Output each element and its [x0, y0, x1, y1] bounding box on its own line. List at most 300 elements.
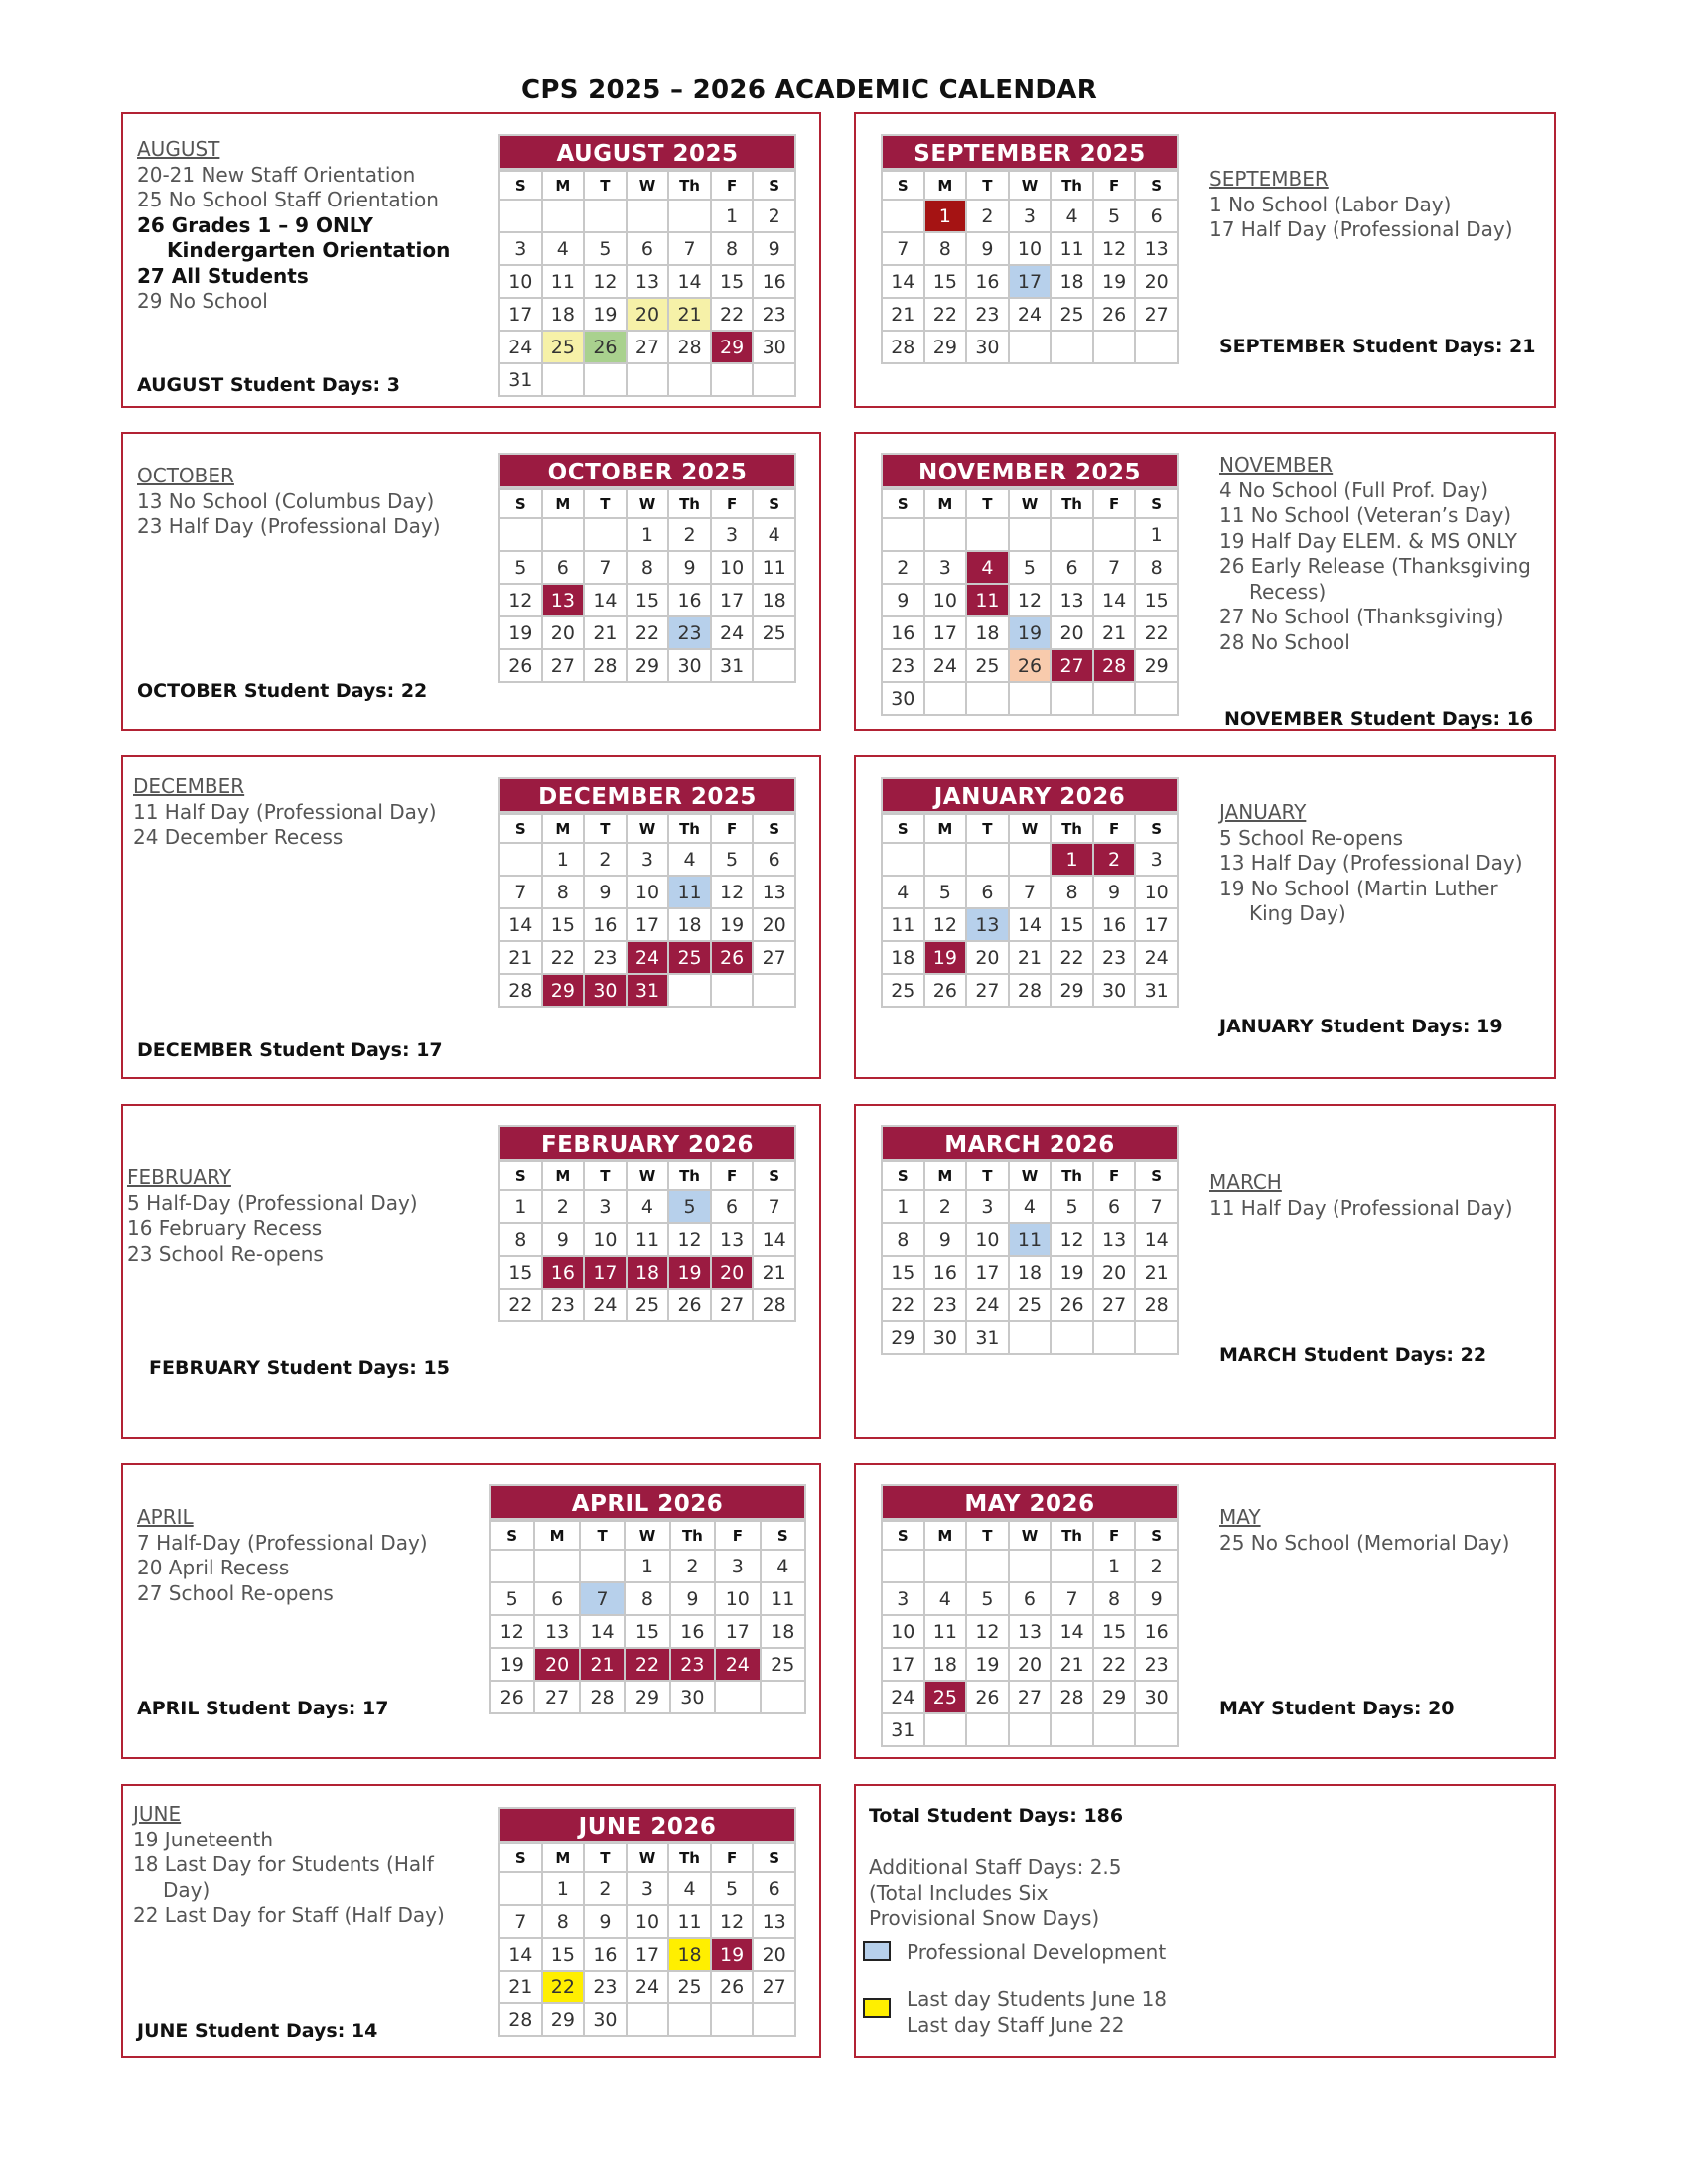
calendar-day-31: 31 — [627, 974, 669, 1007]
calendar-day-8: 8 — [1093, 1582, 1136, 1615]
calendar-day-16: 16 — [584, 1938, 627, 1971]
calendar-empty-cell — [882, 843, 924, 876]
calendar-day-24: 24 — [966, 1289, 1009, 1321]
calendar-week-row — [499, 1289, 795, 1321]
calendar-day-11: 11 — [924, 1615, 967, 1648]
calendar-week-row — [882, 200, 1178, 232]
calendar-day-16: 16 — [668, 584, 711, 616]
calendar-day-3: 3 — [1009, 200, 1052, 232]
calendar-day-20: 20 — [1135, 265, 1178, 298]
student-days-june: JUNE Student Days: 14 — [137, 2020, 378, 2042]
calendar-day-9: 9 — [584, 1905, 627, 1938]
calendar-day-28: 28 — [584, 649, 627, 682]
calendar-day-12: 12 — [1009, 584, 1052, 616]
weekday-label: S — [499, 1843, 542, 1872]
calendar-day-4: 4 — [668, 843, 711, 876]
calendar-week-row — [499, 974, 795, 1007]
calendar-day-22: 22 — [627, 616, 669, 649]
weekday-label: W — [1009, 171, 1052, 200]
calendar-day-5: 5 — [490, 1582, 534, 1615]
calendar-day-12: 12 — [924, 908, 967, 941]
calendar-day-11: 11 — [1009, 1223, 1052, 1256]
calendar-day-24: 24 — [584, 1289, 627, 1321]
month-note-line: 18 Last Day for Students (Half — [133, 1852, 434, 1876]
notes-may — [1219, 1505, 1509, 1556]
weekday-label: S — [753, 1843, 795, 1872]
legend-professional-swatch — [863, 1941, 891, 1961]
calendar-day-23: 23 — [668, 616, 711, 649]
calendar-day-14: 14 — [1093, 584, 1136, 616]
month-note-line: 7 Half-Day (Professional Day) — [137, 1530, 428, 1555]
calendar-day-6: 6 — [1135, 200, 1178, 232]
calendar-week-row — [499, 1905, 795, 1938]
calendar-day-13: 13 — [1051, 584, 1093, 616]
calendar-day-8: 8 — [882, 1223, 924, 1256]
calendar-day-10: 10 — [882, 1615, 924, 1648]
calendar-day-9: 9 — [924, 1223, 967, 1256]
calendar-day-18: 18 — [761, 1615, 805, 1648]
calendar-month-header: APRIL 2026 — [489, 1484, 806, 1520]
calendar-week-row — [882, 298, 1178, 331]
calendar-day-25: 25 — [924, 1681, 967, 1713]
calendar-day-15: 15 — [499, 1256, 542, 1289]
calendar-grid — [498, 813, 796, 1008]
calendar-week-row — [499, 649, 795, 682]
weekday-label: T — [580, 1521, 625, 1550]
calendar-day-24: 24 — [627, 941, 669, 974]
calendar-day-26: 26 — [1093, 298, 1136, 331]
calendar-day-17: 17 — [711, 584, 754, 616]
month-note-line: 27 School Re-opens — [137, 1580, 334, 1605]
calendar-day-23: 23 — [584, 1971, 627, 2003]
calendar-week-row — [490, 1582, 805, 1615]
weekday-label: F — [711, 1161, 754, 1190]
calendar-may — [881, 1484, 1179, 1747]
month-note-line: 23 Half Day (Professional Day) — [137, 514, 441, 538]
calendar-day-23: 23 — [670, 1648, 715, 1681]
calendar-day-30: 30 — [882, 682, 924, 715]
calendar-day-15: 15 — [711, 265, 754, 298]
calendar-grid — [498, 170, 796, 397]
calendar-month-header: OCTOBER 2025 — [498, 453, 796, 488]
weekday-label: F — [1093, 489, 1136, 518]
calendar-day-24: 24 — [1009, 298, 1052, 331]
calendar-day-19: 19 — [1093, 265, 1136, 298]
calendar-day-4: 4 — [924, 1582, 967, 1615]
calendar-week-row — [882, 616, 1178, 649]
calendar-day-13: 13 — [753, 1905, 795, 1938]
calendar-week-row — [882, 551, 1178, 584]
calendar-day-22: 22 — [499, 1289, 542, 1321]
calendar-day-30: 30 — [1093, 974, 1136, 1007]
calendar-day-29: 29 — [711, 331, 754, 363]
calendar-day-2: 2 — [542, 1190, 585, 1223]
calendar-day-9: 9 — [668, 551, 711, 584]
notes-december — [133, 774, 437, 851]
calendar-day-5: 5 — [966, 1582, 1009, 1615]
calendar-week-row — [882, 908, 1178, 941]
calendar-day-7: 7 — [753, 1190, 795, 1223]
calendar-day-14: 14 — [882, 265, 924, 298]
calendar-day-1: 1 — [627, 518, 669, 551]
calendar-day-4: 4 — [627, 1190, 669, 1223]
month-notes-heading: AUGUST — [137, 137, 220, 161]
calendar-day-1: 1 — [882, 1190, 924, 1223]
calendar-day-26: 26 — [584, 331, 627, 363]
calendar-day-17: 17 — [499, 298, 542, 331]
calendar-day-25: 25 — [1051, 298, 1093, 331]
calendar-day-24: 24 — [1135, 941, 1178, 974]
calendar-day-6: 6 — [753, 843, 795, 876]
weekday-label: S — [499, 489, 542, 518]
month-note-line: 29 No School — [137, 289, 268, 313]
calendar-week-row — [490, 1550, 805, 1582]
calendar-day-15: 15 — [924, 265, 967, 298]
calendar-day-17: 17 — [966, 1256, 1009, 1289]
calendar-day-17: 17 — [1009, 265, 1052, 298]
calendar-day-26: 26 — [499, 649, 542, 682]
calendar-day-29: 29 — [1093, 1681, 1136, 1713]
month-note-line: 5 Half-Day (Professional Day) — [127, 1190, 418, 1215]
weekday-label: T — [584, 171, 627, 200]
calendar-day-23: 23 — [542, 1289, 585, 1321]
calendar-week-row — [499, 232, 795, 265]
weekday-label: F — [711, 814, 754, 843]
calendar-day-21: 21 — [1051, 1648, 1093, 1681]
weekday-label: S — [753, 814, 795, 843]
calendar-march — [881, 1125, 1179, 1355]
calendar-day-28: 28 — [753, 1289, 795, 1321]
calendar-day-3: 3 — [499, 232, 542, 265]
calendar-day-12: 12 — [668, 1223, 711, 1256]
weekday-label: Th — [1051, 489, 1093, 518]
calendar-week-row — [499, 584, 795, 616]
calendar-day-20: 20 — [753, 1938, 795, 1971]
month-note-line: 19 No School (Martin Luther — [1219, 876, 1498, 900]
calendar-grid — [881, 488, 1179, 716]
calendar-empty-cell — [924, 682, 967, 715]
calendar-day-9: 9 — [670, 1582, 715, 1615]
calendar-week-row — [882, 649, 1178, 682]
calendar-day-30: 30 — [924, 1321, 967, 1354]
calendar-day-7: 7 — [882, 232, 924, 265]
month-note-line: 25 No School Staff Orientation — [137, 188, 439, 211]
calendar-grid — [881, 170, 1179, 364]
calendar-day-14: 14 — [499, 1938, 542, 1971]
calendar-day-5: 5 — [711, 843, 754, 876]
calendar-day-13: 13 — [753, 876, 795, 908]
calendar-day-25: 25 — [753, 616, 795, 649]
calendar-day-10: 10 — [627, 876, 669, 908]
calendar-day-21: 21 — [668, 298, 711, 331]
calendar-day-26: 26 — [966, 1681, 1009, 1713]
calendar-day-18: 18 — [924, 1648, 967, 1681]
student-days-may: MAY Student Days: 20 — [1219, 1698, 1455, 1719]
calendar-week-row — [499, 2003, 795, 2036]
calendar-week-row — [499, 876, 795, 908]
calendar-day-25: 25 — [1009, 1289, 1052, 1321]
weekday-label: S — [490, 1521, 534, 1550]
calendar-day-9: 9 — [1135, 1582, 1178, 1615]
calendar-day-22: 22 — [924, 298, 967, 331]
calendar-week-row — [499, 1223, 795, 1256]
calendar-day-28: 28 — [1135, 1289, 1178, 1321]
calendar-empty-cell — [542, 363, 585, 396]
calendar-week-row — [499, 1971, 795, 2003]
calendar-day-22: 22 — [542, 1971, 585, 2003]
calendar-day-14: 14 — [1051, 1615, 1093, 1648]
calendar-week-row — [499, 265, 795, 298]
month-note-line: 28 No School — [1219, 629, 1350, 654]
calendar-day-24: 24 — [882, 1681, 924, 1713]
calendar-empty-cell — [584, 363, 627, 396]
calendar-day-2: 2 — [924, 1190, 967, 1223]
calendar-day-30: 30 — [584, 974, 627, 1007]
calendar-day-30: 30 — [1135, 1681, 1178, 1713]
calendar-day-14: 14 — [499, 908, 542, 941]
calendar-day-13: 13 — [1009, 1615, 1052, 1648]
calendar-empty-cell — [668, 363, 711, 396]
calendar-day-16: 16 — [1093, 908, 1136, 941]
calendar-day-6: 6 — [753, 1872, 795, 1905]
calendar-day-6: 6 — [534, 1582, 579, 1615]
calendar-empty-cell — [1051, 331, 1093, 363]
calendar-day-29: 29 — [924, 331, 967, 363]
calendar-day-3: 3 — [715, 1550, 760, 1582]
calendar-day-22: 22 — [542, 941, 585, 974]
weekday-label: F — [1093, 1521, 1136, 1550]
calendar-day-13: 13 — [534, 1615, 579, 1648]
calendar-day-7: 7 — [499, 1905, 542, 1938]
calendar-day-20: 20 — [966, 941, 1009, 974]
calendar-day-4: 4 — [1009, 1190, 1052, 1223]
calendar-day-25: 25 — [668, 941, 711, 974]
calendar-day-19: 19 — [668, 1256, 711, 1289]
calendar-day-15: 15 — [882, 1256, 924, 1289]
calendar-day-16: 16 — [924, 1256, 967, 1289]
student-days-october: OCTOBER Student Days: 22 — [137, 680, 428, 702]
calendar-day-27: 27 — [1009, 1681, 1052, 1713]
calendar-day-31: 31 — [882, 1713, 924, 1746]
legend-professional-label: Professional Development — [907, 1940, 1167, 1964]
calendar-day-2: 2 — [966, 200, 1009, 232]
calendar-day-22: 22 — [882, 1289, 924, 1321]
calendar-week-row — [882, 518, 1178, 551]
legend-last-day-line-2: Last day Staff June 22 — [907, 2012, 1125, 2037]
calendar-week-row — [499, 1190, 795, 1223]
notes-october — [137, 464, 441, 540]
weekday-label: W — [627, 814, 669, 843]
calendar-day-2: 2 — [882, 551, 924, 584]
calendar-day-17: 17 — [584, 1256, 627, 1289]
weekday-label: M — [542, 814, 585, 843]
calendar-day-29: 29 — [542, 974, 585, 1007]
calendar-day-18: 18 — [753, 584, 795, 616]
calendar-day-5: 5 — [1093, 200, 1136, 232]
calendar-empty-cell — [668, 200, 711, 232]
calendar-empty-cell — [1051, 682, 1093, 715]
notes-november — [1219, 453, 1531, 655]
weekday-label: S — [753, 489, 795, 518]
calendar-day-3: 3 — [627, 1872, 669, 1905]
calendar-month-header: AUGUST 2025 — [498, 134, 796, 170]
calendar-day-18: 18 — [1009, 1256, 1052, 1289]
calendar-day-15: 15 — [1093, 1615, 1136, 1648]
calendar-day-13: 13 — [542, 584, 585, 616]
month-notes-heading: APRIL — [137, 1505, 194, 1529]
calendar-day-22: 22 — [1051, 941, 1093, 974]
calendar-empty-cell — [924, 1550, 967, 1582]
weekday-label: M — [924, 814, 967, 843]
calendar-day-10: 10 — [1135, 876, 1178, 908]
calendar-day-24: 24 — [499, 331, 542, 363]
month-note-line: 27 All Students — [137, 263, 309, 288]
calendar-day-13: 13 — [627, 265, 669, 298]
weekday-label: S — [761, 1521, 805, 1550]
calendar-day-19: 19 — [499, 616, 542, 649]
calendar-empty-cell — [1093, 518, 1136, 551]
weekday-label: M — [924, 489, 967, 518]
month-note-line: 4 No School (Full Prof. Day) — [1219, 478, 1489, 502]
calendar-day-19: 19 — [490, 1648, 534, 1681]
calendar-empty-cell — [966, 1713, 1009, 1746]
calendar-day-28: 28 — [1093, 649, 1136, 682]
calendar-day-5: 5 — [668, 1190, 711, 1223]
calendar-day-8: 8 — [542, 1905, 585, 1938]
calendar-day-2: 2 — [668, 518, 711, 551]
calendar-day-10: 10 — [499, 265, 542, 298]
calendar-day-20: 20 — [542, 616, 585, 649]
calendar-day-8: 8 — [499, 1223, 542, 1256]
calendar-grid — [489, 1520, 806, 1714]
calendar-week-row — [499, 551, 795, 584]
calendar-day-14: 14 — [584, 584, 627, 616]
calendar-day-18: 18 — [627, 1256, 669, 1289]
calendar-day-17: 17 — [627, 908, 669, 941]
calendar-day-30: 30 — [670, 1681, 715, 1713]
calendar-week-row — [499, 908, 795, 941]
calendar-day-21: 21 — [882, 298, 924, 331]
calendar-day-4: 4 — [542, 232, 585, 265]
calendar-empty-cell — [499, 518, 542, 551]
calendar-day-17: 17 — [627, 1938, 669, 1971]
calendar-day-30: 30 — [584, 2003, 627, 2036]
calendar-february — [498, 1125, 796, 1322]
calendar-day-7: 7 — [1051, 1582, 1093, 1615]
calendar-empty-cell — [966, 843, 1009, 876]
calendar-day-13: 13 — [966, 908, 1009, 941]
calendar-day-6: 6 — [966, 876, 1009, 908]
calendar-grid — [881, 813, 1179, 1008]
calendar-day-31: 31 — [499, 363, 542, 396]
month-notes-heading: SEPTEMBER — [1209, 167, 1329, 191]
calendar-empty-cell — [1009, 1550, 1052, 1582]
calendar-empty-cell — [668, 974, 711, 1007]
calendar-empty-cell — [1009, 1321, 1052, 1354]
calendar-day-22: 22 — [1135, 616, 1178, 649]
calendar-day-27: 27 — [711, 1289, 754, 1321]
weekday-label: Th — [1051, 814, 1093, 843]
calendar-day-16: 16 — [753, 265, 795, 298]
weekday-label: S — [882, 1161, 924, 1190]
calendar-day-17: 17 — [882, 1648, 924, 1681]
calendar-empty-cell — [499, 843, 542, 876]
calendar-day-9: 9 — [542, 1223, 585, 1256]
calendar-day-23: 23 — [1135, 1648, 1178, 1681]
month-notes-heading: MAY — [1219, 1505, 1261, 1529]
calendar-day-24: 24 — [924, 649, 967, 682]
additional-line-1: Additional Staff Days: 2.5 — [869, 1855, 1122, 1879]
calendar-week-row — [499, 941, 795, 974]
calendar-day-5: 5 — [499, 551, 542, 584]
calendar-week-row — [490, 1648, 805, 1681]
calendar-day-5: 5 — [924, 876, 967, 908]
weekday-label: T — [584, 1161, 627, 1190]
weekday-label: Th — [668, 489, 711, 518]
weekday-label: F — [711, 489, 754, 518]
calendar-month-header: JUNE 2026 — [498, 1807, 796, 1843]
calendar-day-3: 3 — [711, 518, 754, 551]
month-note-line: 20 April Recess — [137, 1556, 290, 1579]
weekday-label: S — [753, 171, 795, 200]
calendar-day-29: 29 — [542, 2003, 585, 2036]
additional-line-2: (Total Includes Six — [869, 1880, 1049, 1905]
calendar-day-23: 23 — [924, 1289, 967, 1321]
calendar-day-22: 22 — [1093, 1648, 1136, 1681]
calendar-empty-cell — [1135, 1321, 1178, 1354]
calendar-day-18: 18 — [668, 1938, 711, 1971]
weekday-label: T — [584, 489, 627, 518]
calendar-day-9: 9 — [584, 876, 627, 908]
weekday-label: T — [966, 1521, 1009, 1550]
calendar-week-row — [882, 682, 1178, 715]
month-note-line: 13 Half Day (Professional Day) — [1219, 851, 1523, 875]
calendar-empty-cell — [627, 2003, 669, 2036]
calendar-day-28: 28 — [1009, 974, 1052, 1007]
calendar-empty-cell — [711, 363, 754, 396]
calendar-week-row — [882, 1256, 1178, 1289]
calendar-empty-cell — [1009, 843, 1052, 876]
student-days-september: SEPTEMBER Student Days: 21 — [1219, 336, 1536, 357]
weekday-label: W — [627, 1161, 669, 1190]
calendar-empty-cell — [668, 2003, 711, 2036]
weekday-label: S — [1135, 489, 1178, 518]
calendar-day-3: 3 — [966, 1190, 1009, 1223]
weekday-label: T — [584, 1843, 627, 1872]
calendar-november — [881, 453, 1179, 716]
calendar-day-1: 1 — [1051, 843, 1093, 876]
calendar-empty-cell — [1051, 1713, 1093, 1746]
weekday-label: T — [966, 814, 1009, 843]
calendar-day-26: 26 — [490, 1681, 534, 1713]
weekday-label: W — [1009, 814, 1052, 843]
weekday-label: T — [966, 489, 1009, 518]
calendar-day-4: 4 — [753, 518, 795, 551]
weekday-label: F — [1093, 814, 1136, 843]
calendar-day-15: 15 — [625, 1615, 669, 1648]
calendar-week-row — [882, 1289, 1178, 1321]
month-notes-heading: OCTOBER — [137, 464, 234, 487]
calendar-day-1: 1 — [625, 1550, 669, 1582]
calendar-day-1: 1 — [542, 1872, 585, 1905]
calendar-day-1: 1 — [542, 843, 585, 876]
calendar-empty-cell — [1135, 682, 1178, 715]
calendar-day-6: 6 — [627, 232, 669, 265]
weekday-label: M — [534, 1521, 579, 1550]
calendar-empty-cell — [1009, 518, 1052, 551]
calendar-day-7: 7 — [499, 876, 542, 908]
calendar-day-4: 4 — [882, 876, 924, 908]
